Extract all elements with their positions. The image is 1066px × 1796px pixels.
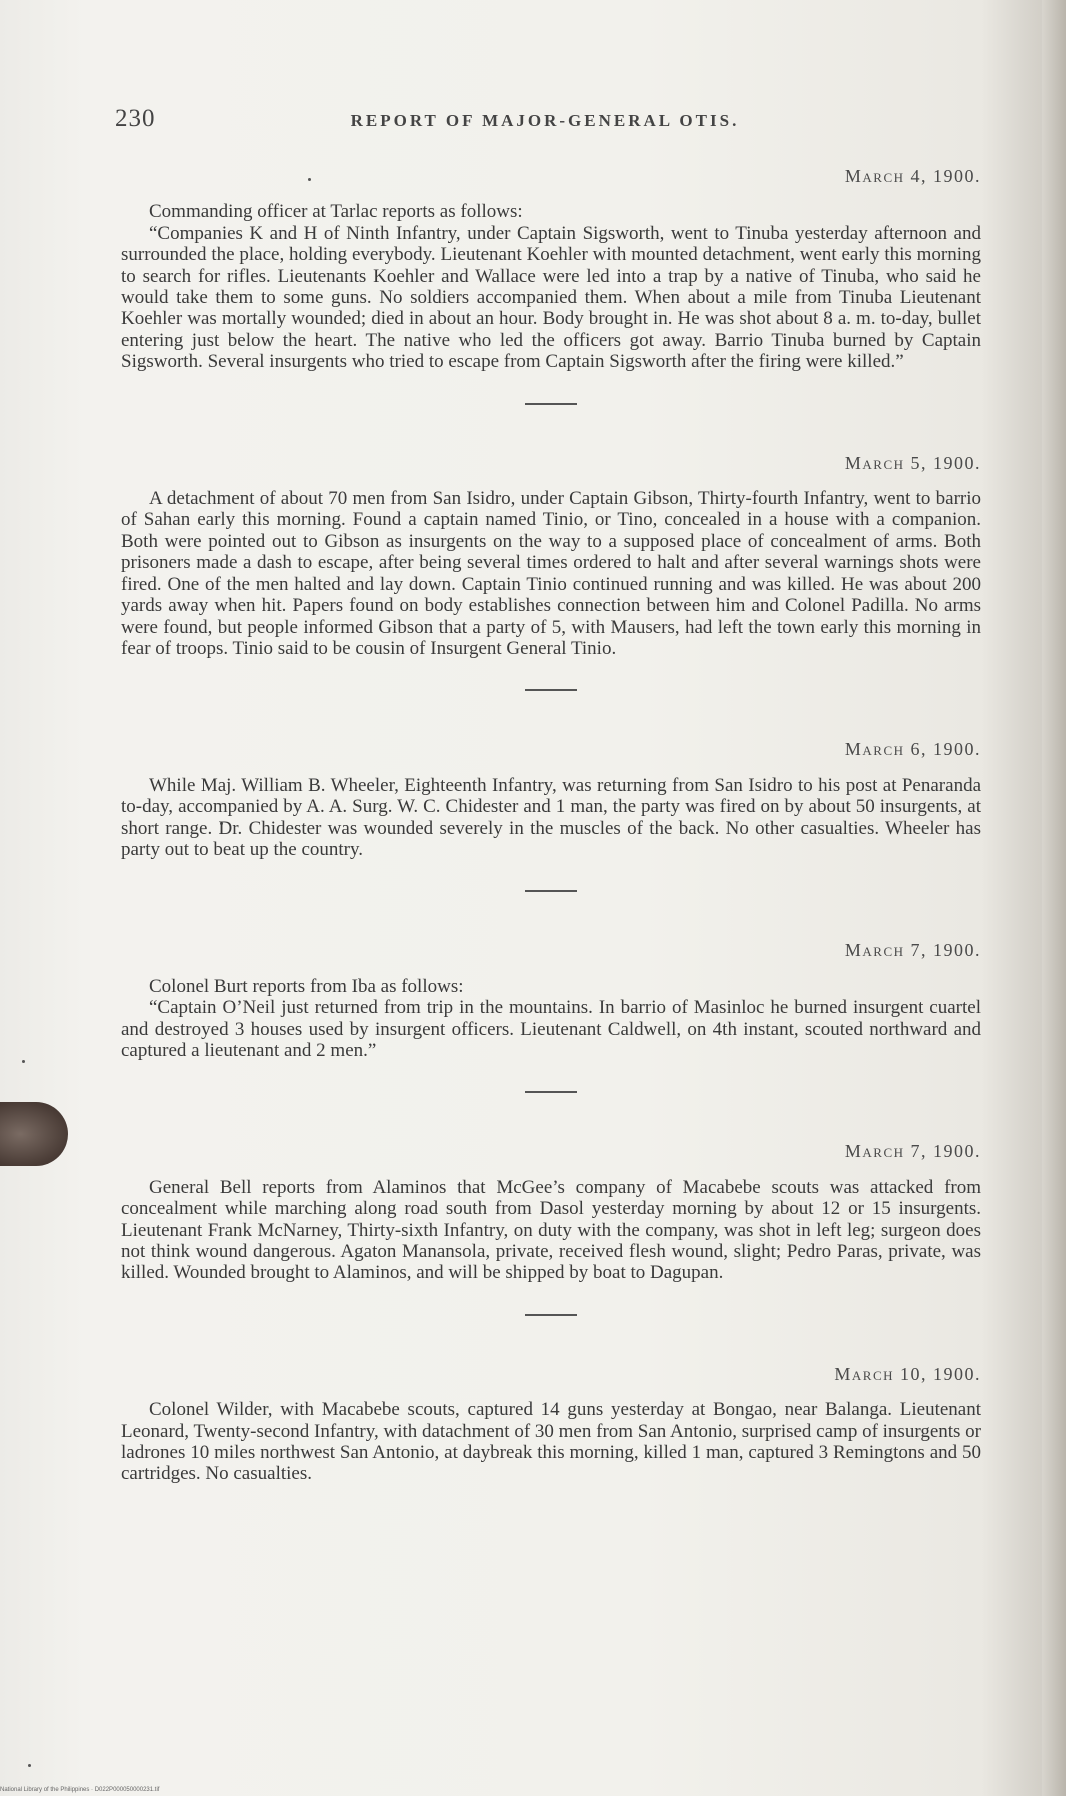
entry-paragraph: A detachment of about 70 men from San Isidro, under Captain Gibson, Thirty-fourth Infantry, went to barrio of Sahan early this morning. Found a captain named Tinio, or Tino, concealed in a house with a companion. Both were pointed out to Gibson as insurgents on the way to a supposed place of concealment of arms. Both prisoners made a dash to escape, after being several times ordered to halt and after several warnings shots were fired. One of the men halted and lay down. Captain Tinio continued running and was killed. He was about 200 yards away when hit. Papers found on body establishes connection between him and Colonel Padilla. No arms were found, but people informed Gibson that a party of 5, with Mausers, had left the town early this morning in fear of troops. Tinio said to be cousin of Insurgent General Tinio.: [121, 488, 981, 659]
report-entry: [121, 453, 981, 660]
report-entry: [121, 1364, 981, 1485]
page-spine-shadow: [1042, 0, 1066, 1796]
report-entry: [121, 166, 981, 373]
report-entry: [121, 940, 981, 1061]
entry-paragraph: While Maj. William B. Wheeler, Eighteenth Infantry, was returning from San Isidro to his post at Penaranda to-day, accompanied by A. A. Surg. W. C. Chidester and 1 man, the party was fired on by about 50 insurgents, at short range. Dr. Chidester was wounded severely in the muscles of the back. No other casualties. Wheeler has party out to beat up the country.: [121, 774, 981, 860]
entry-paragraph: “Captain O’Neil just returned from trip in the mountains. In barrio of Masinloc he burned insurgent cuartel and destroyed 3 houses used by insurgent officers. Lieutenant Caldwell, on 4th instant, scouted northward and captured a lieutenant and 2 men.”: [121, 997, 981, 1061]
entry-date: March 5, 1900.: [844, 452, 981, 473]
report-body: [121, 166, 981, 1485]
entry-paragraph: Colonel Burt reports from Iba as follows:: [149, 975, 464, 997]
section-divider: [525, 1314, 577, 1316]
entry-date: March 7, 1900.: [844, 940, 981, 961]
report-entry: [121, 739, 981, 860]
entry-paragraph: Commanding officer at Tarlac reports as follows:: [149, 201, 523, 223]
page-header: [115, 105, 975, 135]
section-divider: [525, 689, 577, 691]
entry-paragraph: “Companies K and H of Ninth Infantry, under Captain Sigsworth, went to Tinuba yesterday afternoon and surrounded the place, holding everybody. Lieutenant Koehler with mounted detachment, went early this morning to search for rifles. Lieutenants Koehler and Wallace were led into a trap by a native of Tinuba, who said he would take them to some guns. No soldiers accompanied them. When about a mile from Tinuba Lieutenant Koehler was mortally wounded; died in about an hour. Body brought in. He was shot about 8 a. m. to-day, bullet entering just below the heart. The native who led the officers got away. Barrio Tinuba burned by Captain Sigsworth. Several insurgents who tried to escape from Captain Sigsworth after the firing were killed.”: [121, 222, 981, 373]
entry-paragraph: General Bell reports from Alaminos that McGee’s company of Macabebe scouts was attacked from concealment while marching along road south from Dasol yesterday morning by about 12 or 15 insurgents. Lieutenant Frank McNarney, Thirty-sixth Infantry, on duty with the company, was shot in left leg; surgeon does not think wound dangerous. Agaton Manansola, private, received flesh wound, slight; Pedro Paras, private, was killed. Wounded brought to Alaminos, and will be shipped by boat to Dagupan.: [121, 1176, 981, 1284]
entry-date: March 4, 1900.: [844, 166, 981, 186]
entry-date: March 10, 1900.: [834, 1363, 981, 1384]
thumb-in-scan: [0, 1102, 68, 1166]
entry-date: March 6, 1900.: [844, 739, 981, 760]
section-divider: [525, 403, 577, 405]
scan-credit: National Library of the Philippines · D022P000050000231.tif: [0, 1787, 160, 1793]
page-number: 230: [115, 105, 156, 132]
entry-date: March 7, 1900.: [844, 1141, 981, 1162]
report-entry: [121, 1141, 981, 1283]
section-divider: [525, 890, 577, 892]
entry-paragraph: Colonel Wilder, with Macabebe scouts, captured 14 guns yesterday at Bongao, near Balanga. Lieutenant Leonard, Twenty-second Infantry, with datachment of 30 men from San Antonio, surprised camp of insurgents or ladrones 10 miles northwest San Antonio, at daybreak this morning, killed 1 man, captured 3 Remingtons and 50 cartridges. No casualties.: [121, 1399, 981, 1485]
running-head: REPORT OF MAJOR-GENERAL OTIS.: [350, 111, 740, 130]
section-divider: [525, 1091, 577, 1093]
